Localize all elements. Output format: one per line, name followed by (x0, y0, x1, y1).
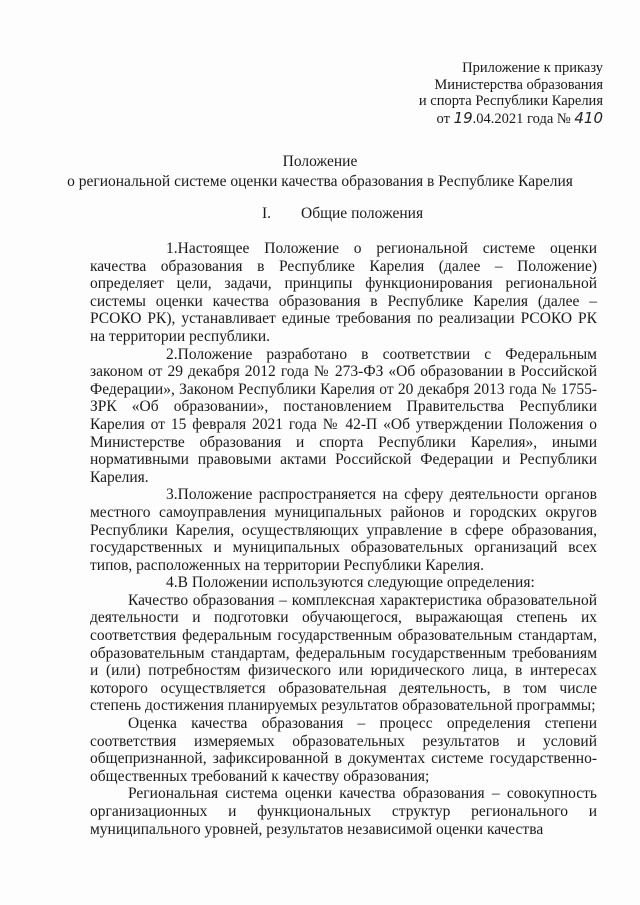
handwritten-day: 19 (453, 108, 473, 127)
definition-paragraph (90, 785, 597, 838)
paragraph-number: 3. (166, 486, 178, 504)
handwritten-order-number: 410 (574, 108, 603, 127)
paragraph-text: Настоящее Положение о региональной системе оценки качества образования в Республике Карелия (далее – Положение) определяет цели, задачи, принципы функционирования региональной системы оценки качества образования в Республике Карелия (далее – РСОКО РК), устанавливает единые требования по реализации РСОКО РК на территории республики. (90, 240, 597, 345)
appendix-line: и спорта Республики Карелия (418, 93, 603, 109)
appendix-line: Министерства образования (434, 76, 603, 93)
paragraph-number: 4. (166, 574, 178, 592)
title-line: Положение (282, 153, 358, 170)
paragraph-text: Региональная система оценки качества образования – совокупность организационных и функциональных структур регионального и муниципального уровней, результатов независимой оценки качества (90, 785, 597, 838)
definition-paragraph (90, 715, 597, 785)
paragraph (90, 240, 597, 346)
paragraph-text: В Положении используются следующие определения: (177, 574, 535, 592)
paragraph-text: Оценка качества образования – процесс определения степени соответствия измеряемых образовательных результатов и условий общепризнанной, зафиксированной в документах системе государственно-общественных требований к качеству образования; (90, 715, 597, 785)
document-body (90, 240, 597, 838)
paragraph-number: 1. (166, 240, 178, 257)
paragraph (90, 574, 597, 592)
paragraph-number: 2. (166, 345, 178, 363)
paragraph (90, 486, 597, 574)
date-rest: .04.2021 года № (472, 110, 575, 127)
section-title: Общие положения (301, 205, 424, 222)
date-prefix: от (436, 110, 454, 127)
subtitle-line: о региональной системе оценки качества образования в Республике Карелия (67, 173, 573, 190)
section-number: I. (262, 205, 272, 222)
paragraph-text: Положение разработано в соответствии с Федеральным законом от 29 декабря 2012 года № 273-ФЗ «Об образовании в Российской Федерации», Законом Республики Карелия от 20 декабря 2013 года № 1755-ЗРК «Об образовании», постановлением Правительства Республики Карелия от 15 февраля 2021 года № 42-П «Об утверждении Положения о Министерстве образования и спорта Республики Карелия», иными нормативными правовыми актами Российской Федерации и Республики Карелия. (90, 345, 597, 486)
appendix-header (419, 60, 603, 127)
paragraph-text: Положение распространяется на сферу деятельности органов местного самоуправления муниципальных районов и городских округов Республики Карелия, осуществляющих управление в сфере образования, государственных и муниципальных образовательных организаций всех типов, расположенных на территории Республики Карелия. (90, 486, 597, 574)
document-title (0, 152, 640, 192)
appendix-date-line (419, 110, 603, 128)
definition-paragraph (90, 592, 597, 715)
appendix-line: Приложение к приказу (462, 60, 603, 76)
paragraph-text: Качество образования – комплексная характеристика образовательной деятельности и подготовки обучающегося, выражающая степень их соответствия федеральным государственным образовательным стандартам, образовательным стандартам, федеральным государственным требованиям и (или) потребностям физического или юридического лица, в интересах которого осуществляется образовательная деятельность, в том числе степень достижения планируемых результатов образовательной программы; (90, 591, 597, 715)
paragraph (90, 346, 597, 487)
